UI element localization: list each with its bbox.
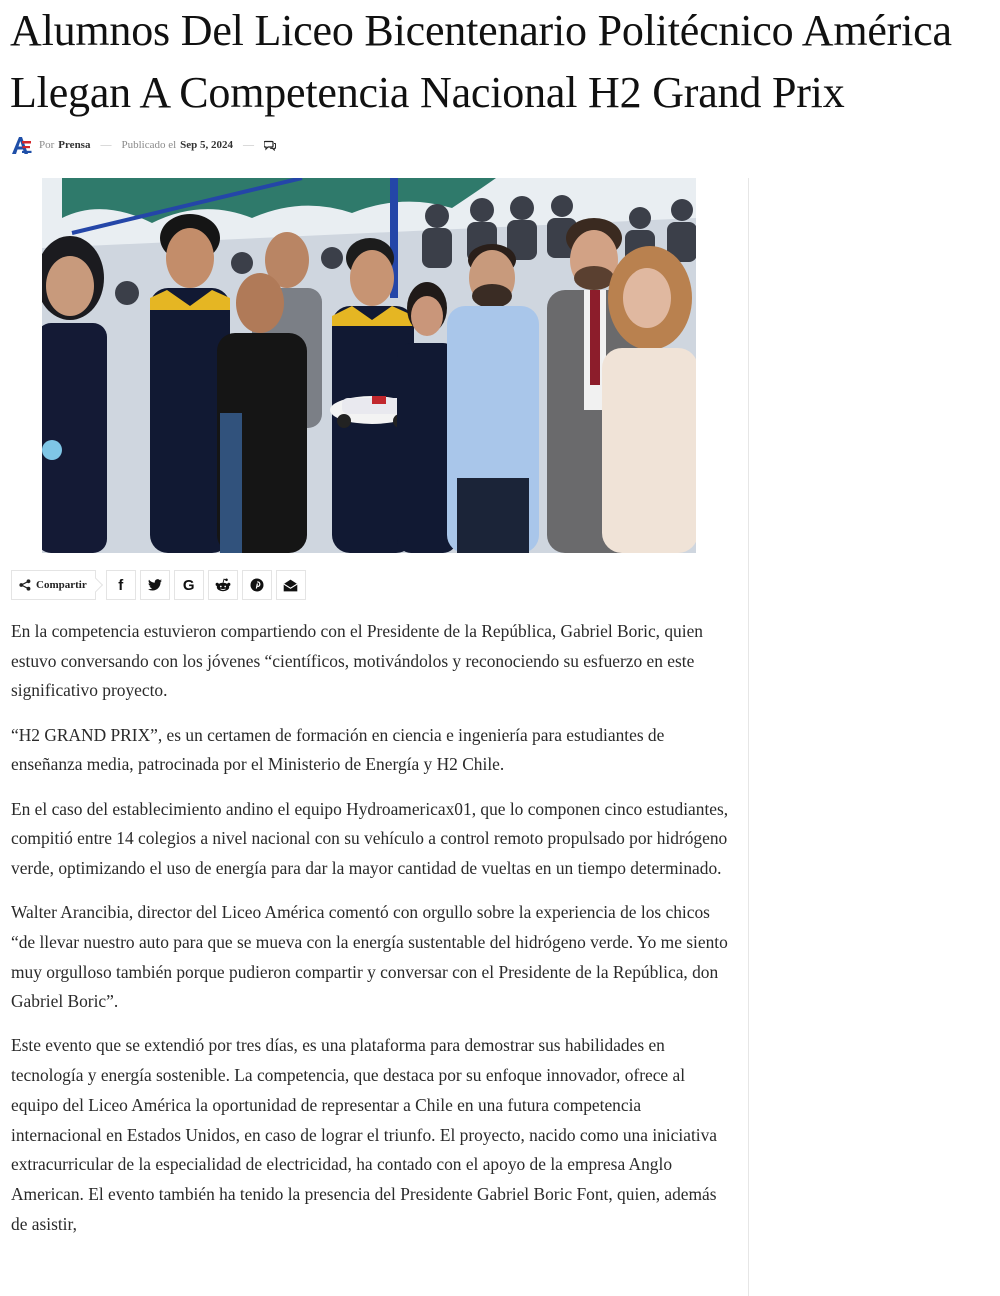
- share-reddit-button[interactable]: [208, 570, 238, 600]
- article-paragraph: Walter Arancibia, director del Liceo América comentó con orgullo sobre la experiencia de los chicos “de llevar nuestro auto para que se mueva con la energía sustentable del hidrógeno verde. Yo me siento muy orgulloso también porque pudieron compartir y conversar con el Presidente de la República, don Gabriel Boric”.: [11, 902, 728, 1012]
- twitter-icon: [148, 579, 162, 591]
- featured-photo-illustration: [42, 178, 696, 553]
- share-label: Compartir: [36, 579, 87, 591]
- facebook-icon: f: [118, 576, 124, 594]
- share-pinterest-button[interactable]: [242, 570, 272, 600]
- article-body: [11, 617, 733, 1254]
- article-meta: [11, 134, 276, 156]
- article-paragraph: En el caso del establecimiento andino el equipo Hydroamericax01, que lo componen cinco estudiantes, compitió entre 14 colegios a nivel nacional con su vehículo a control remoto propulsado por hidrógeno verde, optimizando el uso de energía para dar la mayor cantidad de vueltas en un tiempo determinado.: [11, 798, 729, 878]
- article-title-line-2: Llegan A Competencia Nacional H2 Grand Prix: [10, 68, 845, 117]
- email-icon: [283, 579, 298, 592]
- google-icon: G: [182, 576, 195, 594]
- share-facebook-button[interactable]: [106, 570, 136, 600]
- reddit-icon: [215, 578, 231, 592]
- meta-separator: —: [243, 139, 255, 151]
- article-title-line-1: Alumnos Del Liceo Bicentenario Politécnico América: [10, 6, 952, 55]
- share-label-box[interactable]: [11, 570, 96, 600]
- author-link[interactable]: Prensa: [58, 139, 91, 151]
- sidebar-divider: [748, 178, 749, 1296]
- school-logo-icon[interactable]: [11, 135, 33, 155]
- share-google-button[interactable]: [174, 570, 204, 600]
- article-title: [10, 0, 995, 124]
- featured-photo[interactable]: [42, 178, 696, 553]
- meta-separator: —: [100, 139, 112, 151]
- share-icon: [19, 579, 31, 591]
- share-twitter-button[interactable]: [140, 570, 170, 600]
- article-paragraph: Este evento que se extendió por tres días, es una plataforma para demostrar sus habilidades en tecnología y energía sostenible. La competencia, que destaca por su enfoque innovador, ofrece al equipo del Liceo América la oportunidad de representar a Chile en una futura competencia internacional en Estados Unidos, en caso de lograr el triunfo. El proyecto, nacido como una iniciativa extracurricular de la especialidad de electricidad, ha contado con el apoyo de la empresa Anglo American. El evento también ha tenido la presencia del Presidente Gabriel Boric Font, quien, además de asistir,: [11, 1035, 718, 1234]
- pinterest-icon: [250, 578, 264, 592]
- by-label: Por: [39, 139, 55, 151]
- article-paragraph: “H2 GRAND PRIX”, es un certamen de formación en ciencia e ingeniería para estudiantes de enseñanza media, patrocinada por el Ministerio de Energía y H2 Chile.: [11, 724, 665, 775]
- share-email-button[interactable]: [276, 570, 306, 600]
- comments-icon[interactable]: [264, 140, 276, 151]
- publish-date: Sep 5, 2024: [180, 139, 234, 151]
- published-label: Publicado el: [121, 139, 177, 151]
- share-bar: [11, 570, 310, 600]
- article-paragraph: En la competencia estuvieron compartiendo con el Presidente de la República, Gabriel Boric, quien estuvo conversando con los jóvenes “científicos, motivándolos y reconociendo su esfuerzo en este significativo proyecto.: [11, 621, 703, 701]
